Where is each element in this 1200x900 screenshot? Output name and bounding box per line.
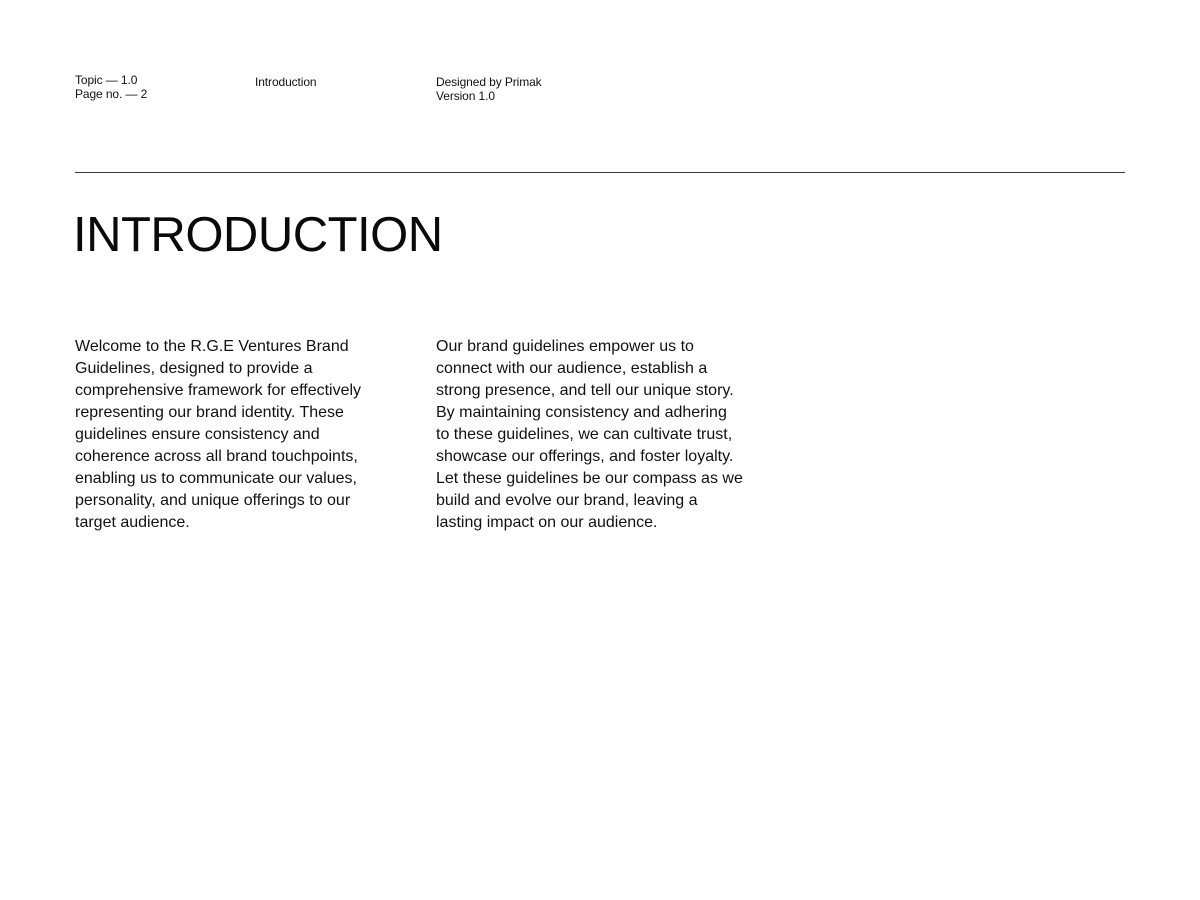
intro-paragraph-left (75, 336, 361, 534)
header-topic-block (75, 73, 147, 101)
header-section-block (255, 75, 317, 89)
version-label: Version 1.0 (436, 89, 495, 103)
paragraph-line: guidelines ensure consistency and (75, 426, 320, 443)
intro-paragraph-right (436, 336, 743, 534)
paragraph-line: Our brand guidelines empower us to (436, 338, 694, 355)
paragraph-line: Let these guidelines be our compass as we (436, 470, 743, 487)
header-credits-block (436, 75, 542, 103)
paragraph-line: target audience. (75, 514, 190, 531)
paragraph-line: showcase our offerings, and foster loyalty. (436, 448, 734, 465)
paragraph-line: lasting impact on our audience. (436, 514, 658, 531)
paragraph-line: comprehensive framework for effectively (75, 382, 362, 399)
page-title: INTRODUCTION (73, 208, 443, 262)
paragraph-line: enabling us to communicate our values, (75, 470, 357, 487)
paragraph-line: strong presence, and tell our unique story. (436, 382, 734, 399)
page-number-label: Page no. — 2 (75, 87, 148, 101)
paragraph-line: connect with our audience, establish a (436, 360, 708, 377)
paragraph-line: Welcome to the R.G.E Ventures Brand (75, 338, 349, 355)
paragraph-line: to these guidelines, we can cultivate trust, (436, 426, 733, 443)
header-divider (75, 172, 1125, 173)
section-label: Introduction (255, 75, 317, 89)
paragraph-line: By maintaining consistency and adhering (436, 404, 727, 421)
paragraph-line: build and evolve our brand, leaving a (436, 492, 698, 509)
paragraph-line: personality, and unique offerings to our (75, 492, 351, 509)
topic-label: Topic — 1.0 (75, 73, 138, 87)
paragraph-line: coherence across all brand touchpoints, (75, 448, 358, 465)
paragraph-line: Guidelines, designed to provide a (75, 360, 313, 377)
designer-credit: Designed by Primak (436, 75, 542, 89)
paragraph-line: representing our brand identity. These (75, 404, 344, 421)
